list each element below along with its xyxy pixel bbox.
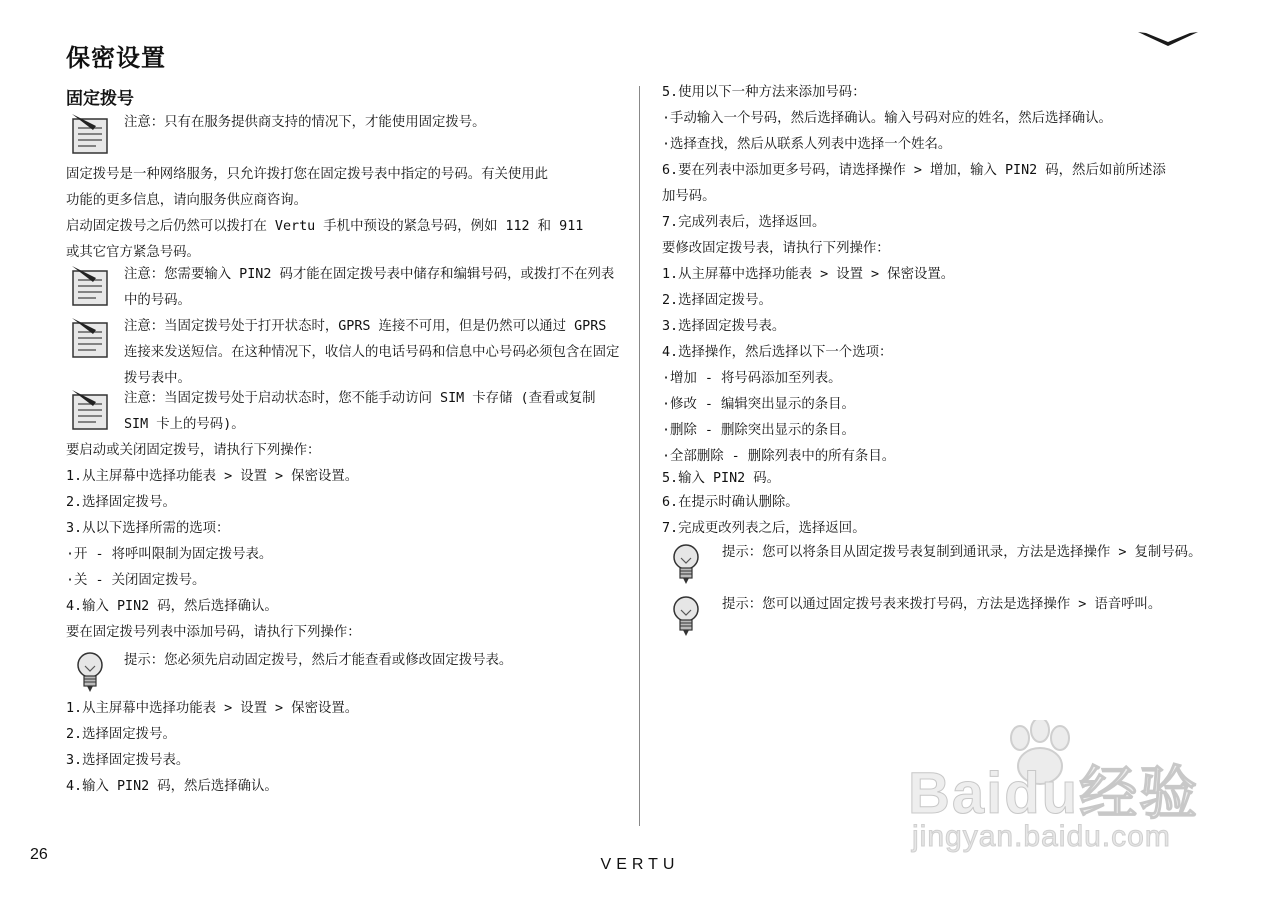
text-line: 7.完成列表后，选择返回。 [662,215,826,230]
callout-text: 注意：当固定拨号处于打开状态时，GPRS 连接不可用，但是仍然可以通过 GPRS 连接来发送短信。在这种情况下，收信人的电话号码和信息中心号码必须包含在固定拨号表中。 [124,319,620,386]
text-line: 1.从主屏幕中选择功能表 > 设置 > 保密设置。 [66,469,359,484]
text-line: ·选择查找，然后从联系人列表中选择一个姓名。 [662,137,952,152]
text-line: 要启动或关闭固定拨号，请执行下列操作： [66,443,321,458]
page-number: 26 [30,846,48,863]
callout-text: 提示：您可以将条目从固定拨号表复制到通讯录，方法是选择操作 > 复制号码。 [722,545,1202,560]
note-icon [70,316,110,360]
text-line: 固定拨号是一种网络服务，只允许拨打您在固定拨号表中指定的号码。有关使用此 [66,167,549,182]
text-line: 2.选择固定拨号。 [66,727,176,742]
text-line: 1.从主屏幕中选择功能表 > 设置 > 保密设置。 [662,267,955,282]
section-title: 固定拨号 [66,89,134,109]
bulb-icon [70,650,110,694]
text-line: 或其它官方紧急号码。 [66,245,200,260]
text-line: ·修改 - 编辑突出显示的条目。 [662,397,855,412]
text-line: 4.输入 PIN2 码，然后选择确认。 [66,599,278,614]
text-line: 3.选择固定拨号表。 [662,319,786,334]
text-line: 4.选择操作，然后选择以下一个选项： [662,345,893,360]
text-line: 功能的更多信息，请向服务供应商咨询。 [66,193,308,208]
text-line: 加号码。 [662,189,716,204]
watermark-url: jingyan.baidu.com [912,820,1171,853]
vertu-logo-icon [1138,30,1198,48]
text-line: 6.在提示时确认删除。 [662,495,799,510]
note-icon [70,264,110,308]
text-line: 1.从主屏幕中选择功能表 > 设置 > 保密设置。 [66,701,359,716]
bulb-icon [666,542,706,586]
text-line: 2.选择固定拨号。 [66,495,176,510]
text-line: 7.完成更改列表之后，选择返回。 [662,521,866,536]
watermark-text: Baidu经验 [908,761,1200,826]
text-line: ·全部删除 - 删除列表中的所有条目。 [662,449,896,464]
text-line: 6.要在列表中添加更多号码，请选择操作 > 增加，输入 PIN2 码，然后如前所述添 [662,163,1166,178]
page-title: 保密设置 [66,44,166,72]
text-line: 启动固定拨号之后仍然可以拨打在 Vertu 手机中预设的紧急号码，例如 112 和 911 [66,219,584,234]
watermark [908,720,1208,860]
note-icon [70,388,110,432]
text-line: 4.输入 PIN2 码，然后选择确认。 [66,779,278,794]
bulb-icon [666,594,706,638]
text-line: 2.选择固定拨号。 [662,293,772,308]
text-line: 5.输入 PIN2 码。 [662,471,781,486]
brand-footer: VERTU [600,856,680,873]
text-line: ·关 - 关闭固定拨号。 [66,573,206,588]
text-line: 3.从以下选择所需的选项： [66,521,230,536]
note-icon [70,112,110,156]
text-line: ·开 - 将呼叫限制为固定拨号表。 [66,547,273,562]
text-line: 要在固定拨号列表中添加号码，请执行下列操作： [66,625,361,640]
column-divider [639,86,640,826]
callout-text: 注意：当固定拨号处于启动状态时，您不能手动访问 SIM 卡存储 (查看或复制 SIM 卡上的号码)。 [124,391,596,432]
callout-text: 提示：您必须先启动固定拨号，然后才能查看或修改固定拨号表。 [124,653,513,668]
text-line: ·增加 - 将号码添加至列表。 [662,371,842,386]
callout-text: 提示：您可以通过固定拨号表来拨打号码，方法是选择操作 > 语音呼叫。 [722,597,1162,612]
text-line: 5.使用以下一种方法来添加号码： [662,85,866,100]
text-line: ·删除 - 删除突出显示的条目。 [662,423,855,438]
text-line: 3.选择固定拨号表。 [66,753,190,768]
callout-text: 注意：只有在服务提供商支持的情况下，才能使用固定拨号。 [124,115,486,130]
text-line: ·手动输入一个号码，然后选择确认。输入号码对应的姓名，然后选择确认。 [662,111,1112,126]
text-line: 要修改固定拨号表，请执行下列操作： [662,241,890,256]
callout-text: 注意：您需要输入 PIN2 码才能在固定拨号表中储存和编辑号码，或拨打不在列表中的号码。 [124,267,615,308]
